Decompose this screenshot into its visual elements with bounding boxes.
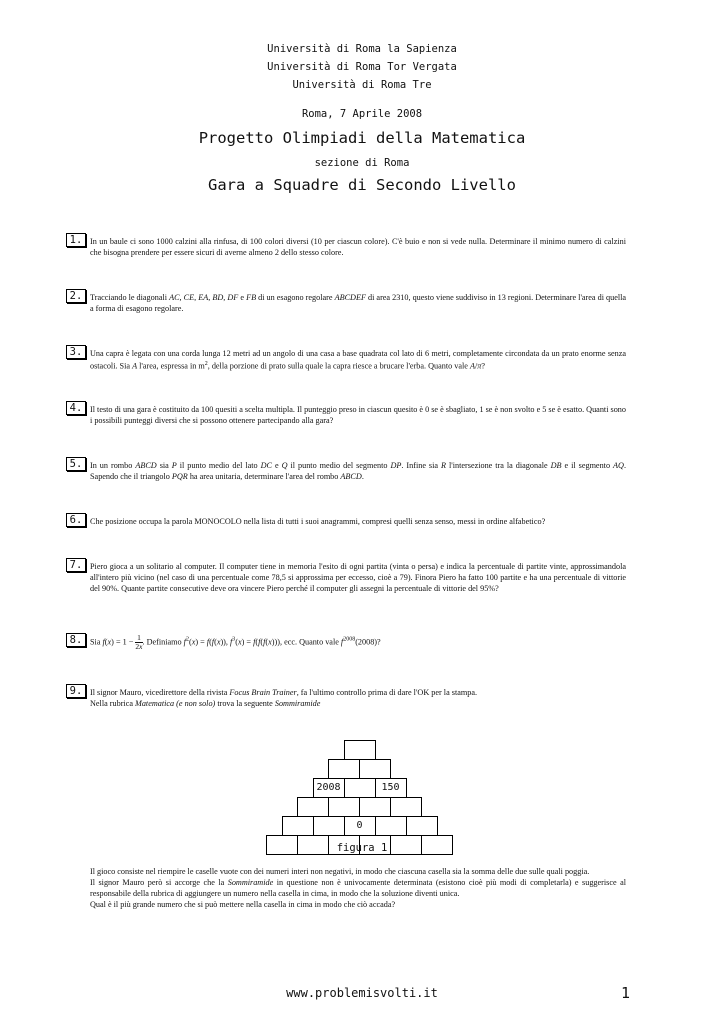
problem-text: Sia f(x) = 1 − $\frac{1}{2x}$ . Definiamo $f^2(x) = f(f(x))$, $f^3(x) = f(f(f(x)))$, ecc. Quanto vale $f^{2008}(2008)$? <box>90 633 381 651</box>
section-label: sezione di Roma <box>314 157 410 169</box>
pyramid-cell: 2008 <box>313 778 345 798</box>
pyramid-cell: 0 <box>344 816 376 836</box>
pyramid-cell <box>313 816 345 836</box>
closing-para-1: Il gioco consiste nel riempire le caselle vuote con dei numeri interi non negativi, in modo che ciascuna casella sia la somma delle due sulle quali poggia. <box>90 867 590 876</box>
closing-text <box>90 866 626 910</box>
page-number: 1 <box>620 984 630 1002</box>
page-title: Progetto Olimpiadi della Matematica <box>198 129 526 147</box>
problem-number: 5. <box>66 457 86 471</box>
problem-1 <box>66 233 626 258</box>
problem-5 <box>66 457 626 482</box>
pyramid-cell <box>282 816 314 836</box>
problem-9-line-1: Il signor Mauro, vicedirettore della rivista Focus Brain Trainer, fa l'ultimo controllo prima di dare l'OK per la stampa. <box>90 688 478 697</box>
problem-text: Piero gioca a un solitario al computer. Il computer tiene in memoria l'esito di ogni partita (vinta o persa) e indica la percentuale di partite vinte, approssimandola all'intero più vicino (nel caso di una percentuale come 78,5 si approssima per eccesso, cioè a 79). Finora Piero ha fatto 100 partite e ha una percentuale di vittorie del 90%. Quante partite consecutive deve ora vincere Piero perché il computer gli assegni la percentuale di vittorie del 95%? <box>90 562 626 593</box>
university-3: Università di Roma Tre <box>292 79 432 91</box>
university-1: Università di Roma la Sapienza <box>267 43 457 55</box>
footer-website: www.problemisvolti.it <box>286 986 438 1000</box>
problem-3 <box>66 345 626 372</box>
problem-number: 7. <box>66 558 86 572</box>
pyramid-cell <box>359 759 391 779</box>
problem-4 <box>66 401 626 426</box>
problem-9 <box>66 684 626 709</box>
pyramid-cell: 150 <box>375 778 407 798</box>
pyramid-cell <box>328 759 360 779</box>
problem-8 <box>66 633 626 651</box>
problem-text: Il testo di una gara è costituito da 100 quesiti a scelta multipla. Il punteggio preso in ciascun quesito è 0 se è sbagliato, 1 se è non svolto e 5 se è esatto. Quanti sono i possibili punteggi diversi che si possono ottenere partecipando alla gara? <box>90 405 626 425</box>
problem-text: In un rombo ABCD sia P il punto medio del lato DC e Q il punto medio del segmento DP. Infine sia R l'intersezione tra la diagonale DB e il segmento AQ. Sapendo che il triangolo PQR ha area unitaria, determinare l'area del rombo ABCD. <box>90 461 626 481</box>
figure-caption: figura 1 <box>336 842 388 854</box>
problem-text: Una capra è legata con una corda lunga 12 metri ad un angolo di una casa a base quadrata col lato di 6 metri, completamente circondata da un prato enorme senza ostacoli. Sia A l'area, espressa in $m^2$, della porzione di prato sulla quale la capra riesce a brucare l'erba. Quanto vale A/π? <box>90 349 626 371</box>
page-subtitle: Gara a Squadre di Secondo Livello <box>208 176 516 194</box>
problem-text <box>90 684 626 709</box>
problem-6 <box>66 513 626 527</box>
university-2: Università di Roma Tor Vergata <box>267 61 457 73</box>
problem-number: 6. <box>66 513 86 527</box>
problem-number: 3. <box>66 345 86 359</box>
problem-number: 2. <box>66 289 86 303</box>
problem-text: Che posizione occupa la parola MONOCOLO nella lista di tutti i suoi anagrammi, compresi quelli senza senso, messi in ordine alfabetico? <box>90 517 546 526</box>
pyramid-cell <box>328 797 360 817</box>
pyramid-cell <box>344 740 376 760</box>
pyramid-cell <box>359 797 391 817</box>
problem-number: 4. <box>66 401 86 415</box>
closing-para-3: Qual è il più grande numero che si può mettere nella casella in cima in modo che ciò accada? <box>90 900 396 909</box>
pyramid-cell <box>297 797 329 817</box>
pyramid-cell <box>344 778 376 798</box>
closing-para-2: Il signor Mauro però si accorge che la Sommiramide in questione non è univocamente determinata (esistono cioè più modi di completarla) e suggerisce al responsabile della rubrica di aggiungere un numero nella casella in cima, in modo che la soluzione diventi unica. <box>90 878 626 898</box>
pyramid-cell <box>375 816 407 836</box>
problem-number: 1. <box>66 233 86 247</box>
problem-7 <box>66 558 626 594</box>
date-line: Roma, 7 Aprile 2008 <box>301 108 423 120</box>
problem-text: In un baule ci sono 1000 calzini alla rinfusa, di 100 colori diversi (10 per ciascun colore). C'è buio e non si vede nulla. Determinare il minimo numero di calzini che bisogna prendere per essere sicuri di averne almeno 2 dello stesso colore. <box>90 237 626 257</box>
problem-text: Tracciando le diagonali AC, CE, EA, BD, DF e FB di un esagono regolare ABCDEF di area 2310, questo viene suddiviso in 13 regioni. Determinare l'area di quella a forma di esagono regolare. <box>90 293 627 313</box>
problem-2 <box>66 289 626 314</box>
problem-9-line-2: Nella rubrica Matematica (e non solo) trova la seguente Sommiramide <box>90 699 321 708</box>
problem-number: 8. <box>66 633 86 647</box>
pyramid-cell <box>390 797 422 817</box>
problem-number: 9. <box>66 684 86 698</box>
pyramid-cell <box>406 816 438 836</box>
